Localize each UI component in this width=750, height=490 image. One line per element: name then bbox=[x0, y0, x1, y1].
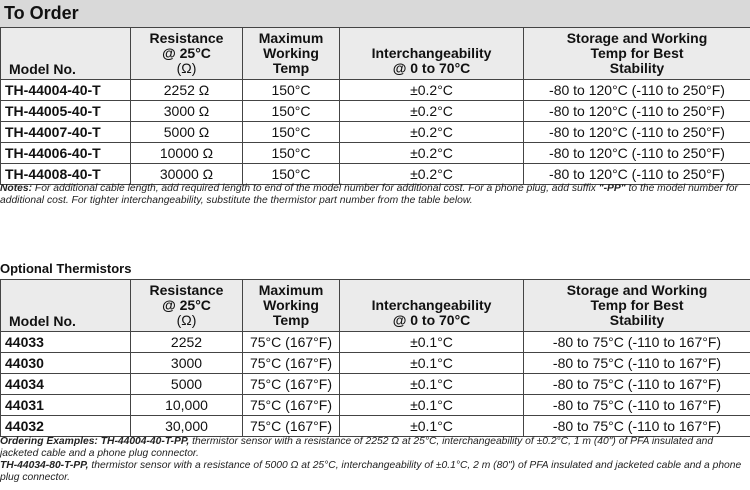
model-cell: TH-44004-40-T bbox=[1, 80, 131, 101]
header-max-temp: Maximum Working Temp bbox=[243, 28, 340, 80]
storage-temp-cell: -80 to 120°C (-110 to 250°F) bbox=[524, 122, 750, 143]
max-temp-cell: 75°C (167°F) bbox=[243, 353, 340, 374]
resistance-cell: 3000 bbox=[131, 353, 243, 374]
resistance-cell: 5000 bbox=[131, 374, 243, 395]
table-row bbox=[1, 395, 750, 416]
model-cell: TH-44006-40-T bbox=[1, 143, 131, 164]
order-header-row bbox=[1, 28, 750, 80]
max-temp-cell: 150°C bbox=[243, 122, 340, 143]
model-cell: TH-44007-40-T bbox=[1, 122, 131, 143]
max-temp-cell: 150°C bbox=[243, 80, 340, 101]
optional-thermistors-title: Optional Thermistors bbox=[0, 261, 132, 276]
order-table bbox=[0, 27, 750, 185]
header-interchangeability: Interchangeability @ 0 to 70°C bbox=[340, 280, 524, 332]
model-cell: 44031 bbox=[1, 395, 131, 416]
table-row bbox=[1, 80, 750, 101]
table-row bbox=[1, 353, 750, 374]
model-cell: TH-44008-40-T bbox=[1, 164, 131, 185]
ordering-examples: Ordering Examples: TH-44004-40-T-PP, thermistor sensor with a resistance of 2252 Ω at 25°C, interchangeability of ±0.2°C, 1 m (40") of PFA insulated and jacketed cable and a phone plug connector. TH-44034-80-T-PP, thermistor sensor with a resistance of 5000 Ω at 25°C, interchangeability of ±0.1°C, 2 m (80") of PFA insulated and jacketed cable and a phone plug connector. bbox=[0, 436, 742, 483]
optional-thermistors-table bbox=[0, 279, 750, 437]
model-cell: TH-44005-40-T bbox=[1, 101, 131, 122]
resistance-cell: 10000 Ω bbox=[131, 143, 243, 164]
resistance-cell: 10,000 bbox=[131, 395, 243, 416]
header-interchangeability: Interchangeability @ 0 to 70°C bbox=[340, 28, 524, 80]
storage-temp-cell: -80 to 75°C (-110 to 167°F) bbox=[524, 416, 750, 437]
storage-temp-cell: -80 to 120°C (-110 to 250°F) bbox=[524, 143, 750, 164]
max-temp-cell: 75°C (167°F) bbox=[243, 416, 340, 437]
table-row bbox=[1, 101, 750, 122]
table-row bbox=[1, 164, 750, 185]
storage-temp-cell: -80 to 75°C (-110 to 167°F) bbox=[524, 374, 750, 395]
storage-temp-cell: -80 to 120°C (-110 to 250°F) bbox=[524, 164, 750, 185]
model-cell: 44033 bbox=[1, 332, 131, 353]
max-temp-cell: 75°C (167°F) bbox=[243, 332, 340, 353]
max-temp-cell: 75°C (167°F) bbox=[243, 374, 340, 395]
storage-temp-cell: -80 to 120°C (-110 to 250°F) bbox=[524, 101, 750, 122]
storage-temp-cell: -80 to 75°C (-110 to 167°F) bbox=[524, 332, 750, 353]
header-storage-temp: Storage and Working Temp for Best Stability bbox=[524, 28, 750, 80]
optional-header-row bbox=[1, 280, 750, 332]
model-cell: 44032 bbox=[1, 416, 131, 437]
resistance-cell: 2252 Ω bbox=[131, 80, 243, 101]
interchangeability-cell: ±0.1°C bbox=[340, 374, 524, 395]
interchangeability-cell: ±0.1°C bbox=[340, 332, 524, 353]
interchangeability-cell: ±0.2°C bbox=[340, 101, 524, 122]
storage-temp-cell: -80 to 75°C (-110 to 167°F) bbox=[524, 353, 750, 374]
table-row bbox=[1, 122, 750, 143]
header-model: Model No. bbox=[1, 280, 131, 332]
table-row bbox=[1, 374, 750, 395]
resistance-cell: 30000 Ω bbox=[131, 164, 243, 185]
max-temp-cell: 150°C bbox=[243, 101, 340, 122]
interchangeability-cell: ±0.1°C bbox=[340, 395, 524, 416]
table-row bbox=[1, 332, 750, 353]
interchangeability-cell: ±0.1°C bbox=[340, 353, 524, 374]
resistance-cell: 2252 bbox=[131, 332, 243, 353]
interchangeability-cell: ±0.1°C bbox=[340, 416, 524, 437]
header-storage-temp: Storage and Working Temp for Best Stability bbox=[524, 280, 750, 332]
interchangeability-cell: ±0.2°C bbox=[340, 143, 524, 164]
table-row bbox=[1, 143, 750, 164]
max-temp-cell: 75°C (167°F) bbox=[243, 395, 340, 416]
storage-temp-cell: -80 to 120°C (-110 to 250°F) bbox=[524, 80, 750, 101]
model-cell: 44034 bbox=[1, 374, 131, 395]
storage-temp-cell: -80 to 75°C (-110 to 167°F) bbox=[524, 395, 750, 416]
header-resistance: Resistance @ 25°C (Ω) bbox=[131, 28, 243, 80]
resistance-cell: 5000 Ω bbox=[131, 122, 243, 143]
order-notes: Notes: For additional cable length, add required length to end of the model number for additional cost. For a phone plug, add suffix "-PP" to the model number for additional cost. For tighter interchangeability, substitute the thermistor part number from the table below. bbox=[0, 183, 738, 206]
order-title: To Order bbox=[4, 3, 79, 23]
max-temp-cell: 150°C bbox=[243, 143, 340, 164]
order-section-header bbox=[0, 0, 750, 28]
interchangeability-cell: ±0.2°C bbox=[340, 164, 524, 185]
model-cell: 44030 bbox=[1, 353, 131, 374]
interchangeability-cell: ±0.2°C bbox=[340, 122, 524, 143]
resistance-cell: 30,000 bbox=[131, 416, 243, 437]
header-model: Model No. bbox=[1, 28, 131, 80]
header-max-temp: Maximum Working Temp bbox=[243, 280, 340, 332]
resistance-cell: 3000 Ω bbox=[131, 101, 243, 122]
table-row bbox=[1, 416, 750, 437]
header-resistance: Resistance @ 25°C (Ω) bbox=[131, 280, 243, 332]
interchangeability-cell: ±0.2°C bbox=[340, 80, 524, 101]
max-temp-cell: 150°C bbox=[243, 164, 340, 185]
